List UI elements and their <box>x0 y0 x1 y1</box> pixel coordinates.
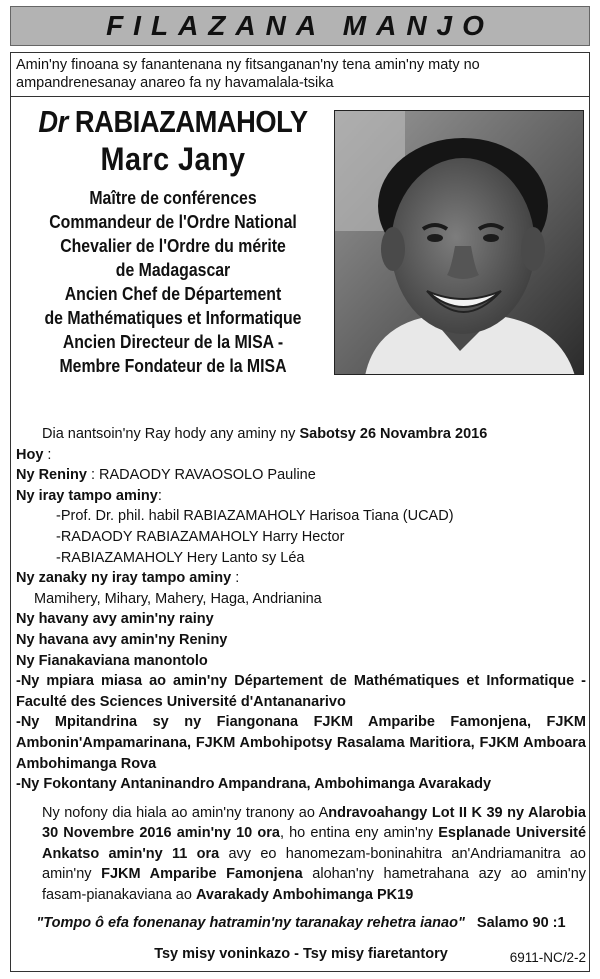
divider <box>10 96 590 97</box>
intro-text: Amin'ny finoana sy fanantenana ny fitsanganan'ny tena amin'ny maty no ampandrenesanay anareo fa ny havamalala-tsika <box>16 57 480 91</box>
funeral-church: FJKM Amparibe Famonjena <box>101 866 303 883</box>
title-line: Maître de conférences <box>89 188 257 208</box>
surname: RABIAZAMAHOLY <box>74 104 308 139</box>
header-banner <box>10 6 590 46</box>
hoy-label: Hoy <box>16 446 44 463</box>
group-line: -Ny Fokontany Antaninandro Ampandrana, Ambohimanga Avarakady <box>16 776 492 793</box>
title-line: Ancien Directeur de la MISA - <box>62 332 284 352</box>
title-line: Chevalier de l'Ordre du mérite <box>60 236 286 256</box>
title-line: de Madagascar <box>115 260 231 280</box>
funeral-details <box>16 803 586 906</box>
children-label: Ny iray tampo aminy <box>16 487 158 504</box>
funeral-esplanade: Esplanade Université Ankatso amin'ny 11 ora <box>42 825 587 862</box>
footer-note: Tsy misy voninkazo - Tsy misy fiaretantory <box>154 946 448 962</box>
group-line: -Ny mpiara miasa ao amin'ny Département de Mathématiques et Informatique - Faculté des Sciences Université d'Antananarivo <box>16 673 586 710</box>
spouse-line <box>16 465 586 486</box>
quote-text: "Tompo ô efa fonenanay hatramin'ny taranakay rehetra ianao" <box>36 915 465 931</box>
given-names: Marc Jany <box>100 141 246 177</box>
grandchildren-heading <box>16 568 586 589</box>
hoy-colon: : <box>43 446 52 463</box>
grandchildren-list: Mamihery, Mihary, Mahery, Haga, Andrianina <box>34 590 322 607</box>
child-line: -RADAODY RABIAZAMAHOLY Harry Hector <box>56 528 345 545</box>
family-line: Ny havany avy amin'ny rainy <box>16 611 214 628</box>
spouse-label: Ny Reniny <box>16 467 87 484</box>
spouse-sep: : <box>86 467 100 484</box>
title-line: Membre Fondateur de la MISA <box>59 356 287 376</box>
funeral-burial: Avarakady Ambohimanga PK19 <box>195 887 414 904</box>
grandchildren-colon: : <box>231 570 240 587</box>
funeral-text: alohan'ny hametrahana azy ao amin'ny fasam-pianakaviana ao <box>42 866 587 904</box>
family-line: Ny Fianakaviana manontolo <box>16 652 208 669</box>
funeral-location-time: ndravoahangy Lot II K 39 ny Alarobia 30 Novembre 2016 amin'ny 10 ora <box>42 804 586 842</box>
funeral-text: Ny nofony dia hiala ao amin'ny tranony ao A <box>42 804 329 821</box>
spacer <box>16 795 586 803</box>
notice-body <box>16 424 586 906</box>
announcement-line <box>16 424 586 445</box>
deceased-block <box>16 104 330 378</box>
funeral-text: avy eo hanomezam-boninahitra an'Andriamanitra ao amin'ny <box>42 845 586 883</box>
bible-quote <box>16 915 586 931</box>
funeral-text: , ho entina eny amin'ny <box>279 825 439 842</box>
deceased-name <box>35 104 311 140</box>
spouse-name: RADAODY RAVAOSOLO Pauline <box>99 467 316 484</box>
date-of-death: Sabotsy 26 Novambra 2016 <box>299 426 488 442</box>
title-line: Commandeur de l'Ordre National <box>49 212 297 232</box>
child-line: -RABIAZAMAHOLY Hery Lanto sy Léa <box>56 549 305 566</box>
hoy-line <box>16 445 586 466</box>
titles-list <box>16 186 330 378</box>
children-heading <box>16 486 586 507</box>
title-line: Ancien Chef de Département <box>64 284 282 304</box>
children-colon: : <box>157 487 162 504</box>
child-line: -Prof. Dr. phil. habil RABIAZAMAHOLY Harisoa Tiana (UCAD) <box>56 508 454 525</box>
title-line: de Mathématiques et Informatique <box>44 308 302 328</box>
quote-ref: Salamo 90 :1 <box>476 915 566 931</box>
reference-code: 6911-NC/2-2 <box>509 950 586 965</box>
portrait-photo <box>334 110 584 375</box>
portrait-illustration <box>335 111 584 375</box>
family-line: Ny havana avy amin'ny Reniny <box>16 631 228 648</box>
announcement-text: Dia nantsoin'ny Ray hody any aminy ny <box>42 426 300 442</box>
name-prefix: Dr <box>38 104 68 139</box>
group-line: -Ny Mpitandrina sy ny Fiangonana FJKM Amparibe Famonjena, FJKM Ambonin'Ampamarinana, FJKM Ambohipotsy Rasalama Maritiora, FJKM Amboara Ambohimanga Rova <box>16 714 586 772</box>
grandchildren-label: Ny zanaky ny iray tampo aminy <box>16 570 232 587</box>
header-title: FILAZANA MANJO <box>106 10 494 41</box>
